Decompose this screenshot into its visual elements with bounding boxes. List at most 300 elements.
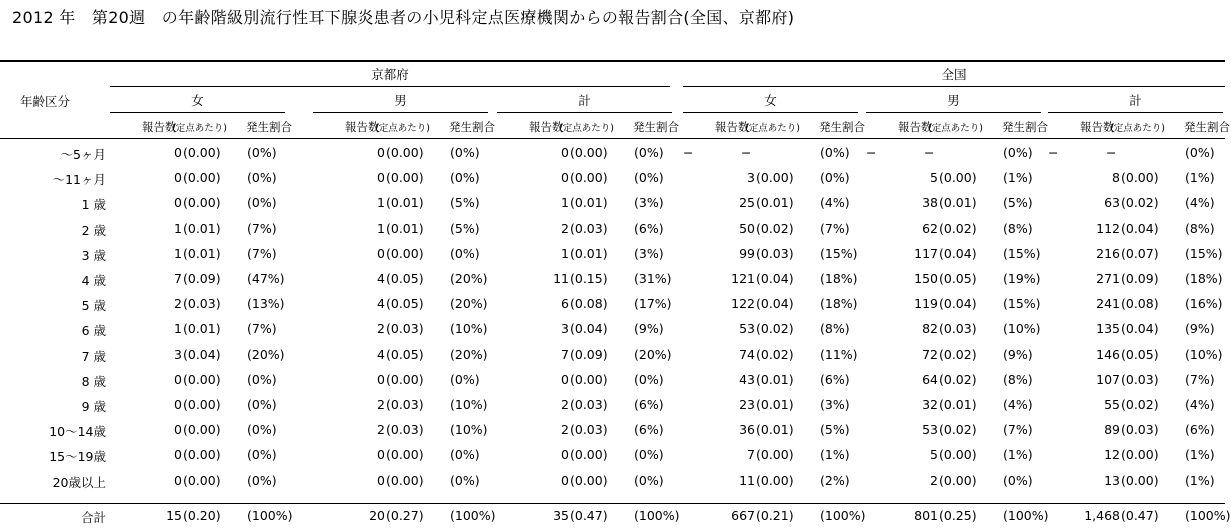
cell-count: 107 bbox=[1096, 371, 1120, 387]
subheader-per-site: (定点あたり) bbox=[928, 123, 983, 134]
cell-ratio: (0%) bbox=[634, 472, 664, 488]
cell-count: 2 bbox=[561, 220, 569, 236]
cell-count: − bbox=[1048, 145, 1059, 160]
cell-ratio: (100%) bbox=[450, 508, 496, 523]
cell-count: 74 bbox=[739, 346, 755, 362]
cell-per-site: (0.21) bbox=[756, 508, 794, 523]
row-label: 10〜14歳 bbox=[49, 424, 106, 440]
table-top-rule bbox=[0, 60, 1225, 62]
cell-per-site: (0.01) bbox=[386, 220, 424, 236]
cell-ratio: (0%) bbox=[247, 371, 277, 387]
cell-count: 32 bbox=[922, 397, 938, 412]
cell-ratio: (7%) bbox=[247, 321, 277, 337]
cell-ratio: (7%) bbox=[247, 245, 277, 261]
cell-per-site: (0.03) bbox=[1121, 422, 1159, 438]
cell-count: 55 bbox=[1104, 397, 1120, 412]
cell-ratio: (15%) bbox=[1185, 245, 1223, 261]
cell-ratio: (3%) bbox=[634, 245, 664, 261]
cell-ratio: (18%) bbox=[1185, 271, 1223, 286]
sex-rule-5 bbox=[1048, 112, 1223, 113]
cell-count: 2 bbox=[930, 472, 938, 488]
cell-ratio: (1%) bbox=[820, 447, 850, 463]
cell-count: 2 bbox=[377, 422, 385, 438]
cell-ratio: (100%) bbox=[820, 508, 866, 523]
cell-count: 72 bbox=[922, 346, 938, 362]
cell-ratio: (100%) bbox=[634, 508, 680, 523]
cell-ratio: (16%) bbox=[1185, 296, 1223, 312]
cell-per-site: (0.00) bbox=[183, 397, 221, 412]
cell-count: 2 bbox=[377, 397, 385, 412]
subheader-count: 報告数 bbox=[898, 120, 933, 134]
cell-ratio: (9%) bbox=[1185, 321, 1215, 337]
cell-ratio: (11%) bbox=[820, 346, 858, 362]
cell-ratio: (8%) bbox=[1185, 220, 1215, 236]
cell-count: 63 bbox=[1104, 195, 1120, 211]
cell-per-site: (0.01) bbox=[939, 397, 977, 412]
cell-per-site: (0.03) bbox=[570, 397, 608, 412]
row-label: 7 歳 bbox=[81, 348, 106, 364]
cell-count: 13 bbox=[1104, 472, 1120, 488]
cell-per-site: (0.00) bbox=[386, 371, 424, 387]
cell-count: 99 bbox=[739, 245, 755, 261]
cell-per-site: (0.03) bbox=[756, 245, 794, 261]
cell-ratio: (6%) bbox=[820, 371, 850, 387]
subheader-ratio: 発生割合 bbox=[1184, 120, 1230, 134]
cell-per-site: (0.25) bbox=[939, 508, 977, 523]
cell-ratio: (19%) bbox=[1003, 271, 1041, 286]
cell-ratio: (20%) bbox=[450, 271, 488, 286]
cell-ratio: (0%) bbox=[634, 170, 664, 186]
cell-ratio: (10%) bbox=[450, 321, 488, 337]
cell-count: 1 bbox=[561, 195, 569, 211]
sex-rule-1 bbox=[313, 112, 488, 113]
cell-count: 0 bbox=[174, 170, 182, 186]
row-label: 20歳以上 bbox=[52, 474, 106, 490]
region-header-kyoto: 京都府 bbox=[371, 67, 409, 82]
cell-ratio: (0%) bbox=[450, 245, 480, 261]
cell-per-site: (0.00) bbox=[570, 145, 608, 160]
row-label: 合計 bbox=[80, 510, 106, 525]
cell-ratio: (47%) bbox=[247, 271, 285, 286]
cell-ratio: (0%) bbox=[247, 145, 277, 160]
cell-per-site: (0.01) bbox=[756, 195, 794, 211]
cell-per-site: (0.07) bbox=[1121, 245, 1159, 261]
cell-ratio: (31%) bbox=[634, 271, 672, 286]
cell-per-site: (0.03) bbox=[570, 220, 608, 236]
cell-per-site: (0.04) bbox=[183, 346, 221, 362]
subheader-ratio: 発生割合 bbox=[1002, 120, 1048, 134]
cell-count: 0 bbox=[174, 145, 182, 160]
cell-per-site: (0.04) bbox=[939, 245, 977, 261]
cell-count: 0 bbox=[377, 371, 385, 387]
sex-rule-4 bbox=[866, 112, 1041, 113]
cell-per-site: (0.01) bbox=[570, 195, 608, 211]
cell-ratio: (0%) bbox=[820, 145, 850, 160]
row-label: 〜11ヶ月 bbox=[52, 172, 106, 188]
subheader-count: 報告数 bbox=[142, 120, 177, 134]
cell-count: 135 bbox=[1096, 321, 1120, 337]
subheader-count: 報告数 bbox=[715, 120, 750, 134]
cell-per-site: (0.03) bbox=[183, 296, 221, 312]
subheader-ratio: 発生割合 bbox=[449, 120, 495, 134]
cell-ratio: (10%) bbox=[1185, 346, 1223, 362]
sex-header: 女 bbox=[191, 93, 204, 108]
cell-ratio: (0%) bbox=[634, 447, 664, 463]
cell-per-site: (0.09) bbox=[570, 346, 608, 362]
cell-per-site: (0.00) bbox=[183, 472, 221, 488]
cell-ratio: (0%) bbox=[634, 371, 664, 387]
sex-header: 計 bbox=[1129, 93, 1142, 108]
cell-per-site: (0.04) bbox=[939, 296, 977, 312]
cell-per-site: (0.00) bbox=[386, 447, 424, 463]
subheader-count: 報告数 bbox=[529, 120, 564, 134]
cell-per-site: (0.00) bbox=[183, 422, 221, 438]
cell-ratio: (8%) bbox=[820, 321, 850, 337]
cell-count: 0 bbox=[174, 447, 182, 463]
cell-ratio: (7%) bbox=[1185, 371, 1215, 387]
cell-ratio: (18%) bbox=[820, 296, 858, 312]
row-label: 5 歳 bbox=[81, 298, 106, 314]
age-column-header: 年齢区分 bbox=[20, 94, 71, 109]
cell-per-site: (0.01) bbox=[756, 397, 794, 412]
cell-per-site: (0.00) bbox=[386, 170, 424, 186]
cell-per-site: (0.01) bbox=[756, 371, 794, 387]
cell-per-site: (0.00) bbox=[570, 472, 608, 488]
cell-per-site: (0.00) bbox=[183, 371, 221, 387]
cell-ratio: (6%) bbox=[634, 397, 664, 412]
cell-per-site: (0.03) bbox=[386, 422, 424, 438]
cell-ratio: (0%) bbox=[450, 145, 480, 160]
sex-rule-2 bbox=[497, 112, 672, 113]
cell-ratio: (9%) bbox=[634, 321, 664, 337]
cell-ratio: (7%) bbox=[820, 220, 850, 236]
cell-ratio: (1%) bbox=[1003, 447, 1033, 463]
cell-ratio: (0%) bbox=[450, 472, 480, 488]
cell-ratio: (1%) bbox=[1185, 170, 1215, 186]
cell-per-site: (0.09) bbox=[183, 271, 221, 286]
cell-ratio: (0%) bbox=[1003, 145, 1033, 160]
cell-per-site: (0.04) bbox=[1121, 321, 1159, 337]
cell-per-site: (0.02) bbox=[756, 346, 794, 362]
cell-per-site: (0.00) bbox=[570, 170, 608, 186]
cell-ratio: (15%) bbox=[820, 245, 858, 261]
sex-rule-3 bbox=[683, 112, 858, 113]
cell-count: 0 bbox=[561, 371, 569, 387]
cell-count: − bbox=[866, 145, 877, 160]
cell-ratio: (20%) bbox=[450, 346, 488, 362]
subheader-per-site: (定点あたり) bbox=[559, 123, 614, 134]
cell-count: 0 bbox=[561, 472, 569, 488]
subheader-ratio: 発生割合 bbox=[819, 120, 865, 134]
cell-per-site: (0.01) bbox=[183, 220, 221, 236]
cell-per-site: (0.04) bbox=[756, 296, 794, 312]
cell-ratio: (15%) bbox=[1003, 245, 1041, 261]
cell-count: 7 bbox=[747, 447, 755, 463]
cell-count: 0 bbox=[174, 195, 182, 211]
cell-per-site: (0.00) bbox=[1121, 472, 1159, 488]
cell-ratio: (8%) bbox=[1003, 220, 1033, 236]
cell-count: 43 bbox=[739, 371, 755, 387]
cell-count: 62 bbox=[922, 220, 938, 236]
cell-ratio: (4%) bbox=[1003, 397, 1033, 412]
cell-count: − bbox=[683, 145, 694, 160]
cell-per-site: (0.04) bbox=[1121, 220, 1159, 236]
cell-count: 82 bbox=[922, 321, 938, 337]
sex-header: 男 bbox=[394, 93, 407, 108]
cell-per-site: (0.00) bbox=[183, 170, 221, 186]
cell-count: 0 bbox=[561, 447, 569, 463]
cell-count: 0 bbox=[377, 170, 385, 186]
cell-per-site: (0.00) bbox=[939, 472, 977, 488]
cell-per-site: (0.00) bbox=[386, 145, 424, 160]
cell-count: 150 bbox=[914, 271, 938, 286]
cell-per-site: (0.04) bbox=[570, 321, 608, 337]
cell-count: 0 bbox=[561, 145, 569, 160]
cell-per-site: (0.00) bbox=[183, 447, 221, 463]
subheader-per-site: (定点あたり) bbox=[172, 123, 227, 134]
row-label: 9 歳 bbox=[81, 399, 106, 414]
cell-per-site: (0.01) bbox=[570, 245, 608, 261]
cell-per-site: (0.20) bbox=[183, 508, 221, 523]
subheader-ratio: 発生割合 bbox=[633, 120, 679, 134]
cell-count: 20 bbox=[369, 508, 385, 523]
cell-per-site: (0.02) bbox=[939, 422, 977, 438]
cell-per-site: (0.00) bbox=[939, 447, 977, 463]
cell-per-site: (0.05) bbox=[386, 346, 424, 362]
cell-ratio: (17%) bbox=[634, 296, 672, 312]
cell-per-site: (0.01) bbox=[386, 195, 424, 211]
row-label: 3 歳 bbox=[81, 247, 106, 263]
cell-count: 50 bbox=[739, 220, 755, 236]
cell-count: 0 bbox=[174, 472, 182, 488]
cell-per-site: (0.02) bbox=[939, 371, 977, 387]
cell-count: 25 bbox=[739, 195, 755, 211]
cell-per-site: (0.00) bbox=[939, 170, 977, 186]
cell-count: 0 bbox=[377, 447, 385, 463]
cell-per-site: (0.47) bbox=[570, 508, 608, 523]
cell-ratio: (0%) bbox=[247, 422, 277, 438]
cell-ratio: (5%) bbox=[820, 422, 850, 438]
cell-ratio: (15%) bbox=[1003, 296, 1041, 312]
cell-count: 89 bbox=[1104, 422, 1120, 438]
cell-ratio: (0%) bbox=[634, 145, 664, 160]
cell-per-site: (0.09) bbox=[1121, 271, 1159, 286]
cell-count: 0 bbox=[174, 422, 182, 438]
cell-count: 53 bbox=[739, 321, 755, 337]
sex-header: 計 bbox=[578, 93, 591, 108]
cell-ratio: (5%) bbox=[1003, 195, 1033, 211]
cell-per-site: (0.00) bbox=[386, 472, 424, 488]
cell-per-site: (0.08) bbox=[570, 296, 608, 312]
cell-ratio: (100%) bbox=[247, 508, 293, 523]
cell-per-site: (0.03) bbox=[939, 321, 977, 337]
cell-count: 3 bbox=[561, 321, 569, 337]
cell-ratio: (5%) bbox=[450, 195, 480, 211]
cell-count: 1 bbox=[174, 220, 182, 236]
row-label: 15〜19歳 bbox=[49, 449, 106, 465]
cell-ratio: (0%) bbox=[450, 170, 480, 186]
cell-ratio: (0%) bbox=[247, 472, 277, 488]
cell-count: 0 bbox=[174, 371, 182, 387]
cell-ratio: (0%) bbox=[820, 170, 850, 186]
region-header-national: 全国 bbox=[941, 67, 967, 82]
cell-count: 7 bbox=[561, 346, 569, 362]
cell-ratio: (5%) bbox=[450, 220, 480, 236]
cell-per-site: (0.27) bbox=[386, 508, 424, 523]
cell-per-site: (0.00) bbox=[183, 195, 221, 211]
cell-per-site: (0.01) bbox=[939, 195, 977, 211]
cell-per-site: (0.00) bbox=[756, 472, 794, 488]
cell-per-site: (0.01) bbox=[183, 245, 221, 261]
cell-per-site: (0.01) bbox=[756, 422, 794, 438]
cell-per-site: (0.02) bbox=[1121, 195, 1159, 211]
cell-count: 7 bbox=[174, 271, 182, 286]
cell-count: 3 bbox=[174, 346, 182, 362]
cell-ratio: (100%) bbox=[1185, 508, 1231, 523]
cell-per-site: − bbox=[1106, 145, 1117, 160]
cell-count: 8 bbox=[1112, 170, 1120, 186]
cell-count: 112 bbox=[1096, 220, 1120, 236]
subheader-per-site: (定点あたり) bbox=[1110, 123, 1165, 134]
cell-count: 1 bbox=[174, 245, 182, 261]
cell-ratio: (0%) bbox=[450, 371, 480, 387]
subheader-ratio: 発生割合 bbox=[246, 120, 292, 134]
report-table bbox=[0, 58, 1231, 528]
cell-count: 0 bbox=[561, 170, 569, 186]
cell-per-site: (0.00) bbox=[386, 245, 424, 261]
cell-ratio: (0%) bbox=[247, 447, 277, 463]
row-label: 〜5ヶ月 bbox=[60, 147, 106, 162]
cell-count: 53 bbox=[922, 422, 938, 438]
cell-ratio: (2%) bbox=[820, 472, 850, 488]
cell-count: 2 bbox=[561, 422, 569, 438]
cell-ratio: (3%) bbox=[820, 397, 850, 412]
cell-count: 241 bbox=[1096, 296, 1120, 312]
cell-per-site: (0.02) bbox=[756, 321, 794, 337]
cell-count: 4 bbox=[377, 296, 385, 312]
cell-per-site: (0.02) bbox=[1121, 397, 1159, 412]
cell-per-site: − bbox=[741, 145, 752, 160]
cell-count: 122 bbox=[731, 296, 755, 312]
cell-count: 1 bbox=[561, 245, 569, 261]
cell-count: 11 bbox=[739, 472, 755, 488]
cell-count: 12 bbox=[1104, 447, 1120, 463]
region-rule-national bbox=[683, 86, 1225, 87]
cell-per-site: (0.05) bbox=[386, 296, 424, 312]
cell-count: 271 bbox=[1096, 271, 1120, 286]
row-label: 2 歳 bbox=[81, 222, 106, 238]
cell-per-site: (0.02) bbox=[939, 346, 977, 362]
cell-count: 2 bbox=[561, 397, 569, 412]
cell-ratio: (8%) bbox=[1003, 371, 1033, 387]
cell-ratio: (20%) bbox=[247, 346, 285, 362]
row-label: 4 歳 bbox=[81, 273, 106, 288]
cell-per-site: (0.05) bbox=[1121, 346, 1159, 362]
subheader-count: 報告数 bbox=[1080, 120, 1115, 134]
cell-ratio: (0%) bbox=[450, 447, 480, 463]
cell-per-site: (0.47) bbox=[1121, 508, 1159, 523]
cell-count: 35 bbox=[553, 508, 569, 523]
cell-ratio: (6%) bbox=[634, 220, 664, 236]
cell-count: 1 bbox=[377, 220, 385, 236]
cell-ratio: (0%) bbox=[1185, 145, 1215, 160]
sex-header: 女 bbox=[764, 93, 777, 108]
cell-count: 36 bbox=[739, 422, 755, 438]
cell-ratio: (20%) bbox=[634, 346, 672, 362]
cell-count: 5 bbox=[930, 447, 938, 463]
subheader-count: 報告数 bbox=[345, 120, 380, 134]
cell-ratio: (7%) bbox=[247, 220, 277, 236]
sex-header: 男 bbox=[947, 93, 960, 108]
cell-per-site: (0.00) bbox=[183, 145, 221, 160]
cell-ratio: (0%) bbox=[1003, 472, 1033, 488]
header-bottom-rule bbox=[0, 138, 1225, 139]
cell-count: 1 bbox=[377, 195, 385, 211]
cell-per-site: (0.00) bbox=[570, 447, 608, 463]
cell-ratio: (1%) bbox=[1185, 447, 1215, 463]
cell-per-site: (0.05) bbox=[386, 271, 424, 286]
cell-ratio: (4%) bbox=[1185, 397, 1215, 412]
cell-per-site: (0.01) bbox=[183, 321, 221, 337]
cell-count: 0 bbox=[174, 397, 182, 412]
cell-count: 1,468 bbox=[1084, 508, 1120, 523]
cell-per-site: (0.08) bbox=[1121, 296, 1159, 312]
cell-per-site: − bbox=[924, 145, 935, 160]
cell-count: 0 bbox=[377, 472, 385, 488]
cell-count: 64 bbox=[922, 371, 938, 387]
cell-count: 801 bbox=[914, 508, 938, 523]
cell-per-site: (0.02) bbox=[756, 220, 794, 236]
cell-ratio: (10%) bbox=[1003, 321, 1041, 337]
cell-ratio: (4%) bbox=[820, 195, 850, 211]
cell-ratio: (0%) bbox=[247, 397, 277, 412]
cell-count: 0 bbox=[377, 145, 385, 160]
cell-per-site: (0.00) bbox=[1121, 447, 1159, 463]
cell-per-site: (0.15) bbox=[570, 271, 608, 286]
cell-count: 216 bbox=[1096, 245, 1120, 261]
cell-per-site: (0.03) bbox=[1121, 371, 1159, 387]
cell-count: 667 bbox=[731, 508, 755, 523]
cell-ratio: (7%) bbox=[1003, 422, 1033, 438]
cell-ratio: (3%) bbox=[634, 195, 664, 211]
cell-ratio: (18%) bbox=[820, 271, 858, 286]
cell-per-site: (0.00) bbox=[570, 371, 608, 387]
subheader-per-site: (定点あたり) bbox=[375, 123, 430, 134]
cell-count: 4 bbox=[377, 271, 385, 286]
row-label: 8 歳 bbox=[81, 373, 106, 389]
sex-rule-0 bbox=[110, 112, 285, 113]
cell-ratio: (0%) bbox=[247, 195, 277, 211]
cell-per-site: (0.02) bbox=[939, 220, 977, 236]
cell-ratio: (10%) bbox=[450, 397, 488, 412]
cell-ratio: (1%) bbox=[1003, 170, 1033, 186]
cell-per-site: (0.04) bbox=[756, 271, 794, 286]
cell-count: 2 bbox=[377, 321, 385, 337]
cell-count: 121 bbox=[731, 271, 755, 286]
cell-per-site: (0.00) bbox=[756, 447, 794, 463]
cell-count: 2 bbox=[174, 296, 182, 312]
row-label: 1 歳 bbox=[81, 197, 106, 213]
cell-ratio: (9%) bbox=[1003, 346, 1033, 362]
cell-per-site: (0.00) bbox=[1121, 170, 1159, 186]
cell-count: 119 bbox=[914, 296, 938, 312]
cell-count: 146 bbox=[1096, 346, 1120, 362]
cell-ratio: (20%) bbox=[450, 296, 488, 312]
cell-count: 3 bbox=[747, 170, 755, 186]
cell-count: 6 bbox=[561, 296, 569, 312]
cell-count: 11 bbox=[553, 271, 569, 286]
cell-count: 0 bbox=[377, 245, 385, 261]
